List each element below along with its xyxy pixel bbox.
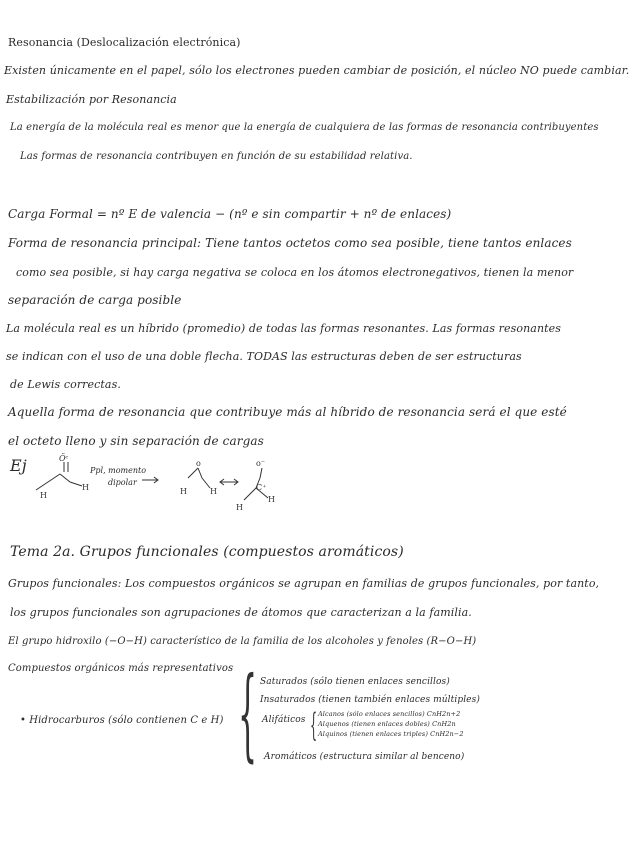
svg-text:o⁻: o⁻ <box>256 459 266 468</box>
category-aromaticos: Aromáticos (estructura similar al benceno) <box>264 752 465 762</box>
brace: { <box>310 706 318 744</box>
note-line: La energía de la molécula real es menor que la energía de cualquiera de las formas de resonancia contribuyentes <box>10 122 599 133</box>
svg-text:H: H <box>180 487 187 496</box>
note-line: Estabilización por Resonancia <box>6 93 177 106</box>
svg-text:H: H <box>82 483 89 492</box>
svg-text:H: H <box>236 503 243 512</box>
category-saturados: Saturados (sólo tienen enlaces sencillos) <box>260 677 450 687</box>
note-line: los grupos funcionales son agrupaciones de átomos que caracterizan a la familia. <box>10 606 472 619</box>
note-line: como sea posible, si hay carga negativa se coloca en los átomos electronegativos, tienen la menor <box>16 266 574 279</box>
subcategory-alquinos: Alquinos (tienen enlaces triples) CnH2n−2 <box>318 730 464 738</box>
svg-text:H: H <box>268 495 275 504</box>
svg-text:C⁺: C⁺ <box>256 483 267 492</box>
note-line: Forma de resonancia principal: Tiene tantos octetos como sea posible, tiene tantos enlaces <box>8 236 572 250</box>
example-label: Ej <box>10 456 27 475</box>
resonance-structure-drawing <box>30 452 280 512</box>
formal-charge-line: Carga Formal = nº E de valencia − (nº e sin compartir + nº de enlaces) <box>8 207 452 221</box>
note-line: El grupo hidroxilo (−O−H) característico de la familia de los alcoholes y fenoles (R−O−H) <box>8 636 477 647</box>
subcategory-alcanos: Alcanos (sólo enlaces sencillos) CnH2n+2 <box>318 710 461 718</box>
svg-text:Öᶜ: Öᶜ <box>59 454 69 463</box>
example-note: dipolar <box>108 478 137 487</box>
brace: { <box>238 655 258 772</box>
note-line: Grupos funcionales: Los compuestos orgánicos se agrupan en familias de grupos funcionales, por tanto, <box>8 577 600 590</box>
svg-text:H: H <box>210 487 217 496</box>
tema-heading: Tema 2a. Grupos funcionales (compuestos aromáticos) <box>10 544 404 560</box>
hydrocarbons-label: • Hidrocarburos (sólo contienen C e H) <box>20 715 224 726</box>
svg-text:o: o <box>196 459 201 468</box>
note-line: Existen únicamente en el papel, sólo los electrones pueden cambiar de posición, el núcleo NO puede cambiar. <box>4 64 630 77</box>
note-line: el octeto lleno y sin separación de cargas <box>8 434 264 448</box>
note-line: separación de carga posible <box>8 293 182 307</box>
note-line: Compuestos orgánicos más representativos <box>8 663 234 674</box>
example-note: Ppl, momento <box>90 466 147 475</box>
note-line: de Lewis correctas. <box>10 378 121 391</box>
svg-text:H: H <box>40 491 47 500</box>
note-line: La molécula real es un híbrido (promedio) de todas las formas resonantes. Las formas resonantes <box>6 322 562 335</box>
note-line: Aquella forma de resonancia que contribuye más al híbrido de resonancia será el que esté <box>8 405 567 419</box>
category-alifaticos: Alifáticos <box>262 715 306 725</box>
note-line: se indican con el uso de una doble flecha. TODAS las estructuras deben de ser estructuras <box>6 350 522 363</box>
resonance-title: Resonancia (Deslocalización electrónica) <box>8 36 241 49</box>
subcategory-alquenos: Alquenos (tienen enlaces dobles) CnH2n <box>318 720 456 728</box>
note-line: Las formas de resonancia contribuyen en función de su estabilidad relativa. <box>20 151 413 162</box>
category-insaturados: Insaturados (tienen también enlaces múltiples) <box>260 695 480 705</box>
